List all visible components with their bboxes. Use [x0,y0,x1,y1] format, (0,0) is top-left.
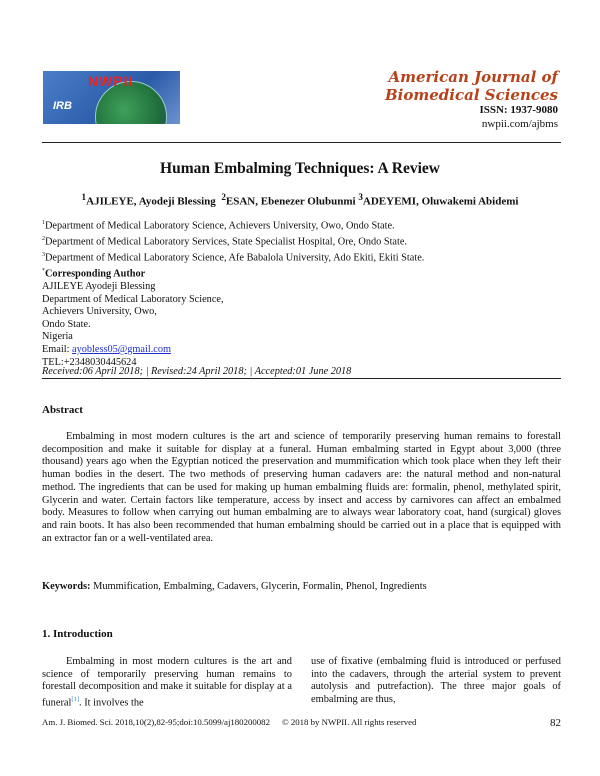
page-footer [42,717,561,729]
author-sup: 1 [81,192,87,202]
author-sup: 2 [221,192,226,202]
introduction-column-2: use of fixative (embalming fluid is introduced or perfused into the cadavers, through the arterial system to prevent autolysis and putrefaction). The three major goals of embalming are thus, [311,656,561,706]
affiliations [42,217,424,369]
introduction-column-1: Embalming in most modern cultures is the art and science of temporarily preserving human remains to forestall decomposition and make it suitable for display at a funeral[1]. It involves the [42,656,292,709]
header-rule [42,142,561,143]
footer-citation: Am. J. Biomed. Sci. 2018,10(2),82-95;doi:10.5099/aj180200082 [42,717,270,727]
logo-mark: IRB [53,100,72,112]
telephone: TEL:+2348030445624 [42,356,137,368]
corresponding-heading: *Corresponding Author [42,268,146,280]
introduction-heading: 1. Introduction [42,628,113,640]
abstract-text: Embalming in most modern cultures is the art and science of temporarily preserving human remains to forestall decomposition and make it suitable for display at a funeral. Human embalming started in Egypt about 3,000 (three thousand) years ago when the Egyptian noticed the preservation and mummification which took place when they left their human bodies in the desert. The two methods of preserving human cadavers are: the natural method and non-natural method. The ingredients that can be used for making up human embalming fluids are: formalin, phenol, methylated spirit, Glycerin and water. Certain factors like temperature, access by insect and access by carnivores can affect an embalmed body. Measures to follow when carrying out human embalming are to always wear laboratory coat, hand (surgical) gloves and rain boots. It has also been recommended that human embalming should be carried out in a place that is equipped with an extractor fan or a well-ventilated area. [42,431,561,544]
keywords: Keywords: Mummification, Embalming, Cadavers, Glycerin, Formalin, Phenol, Ingredients [42,581,427,592]
issn: ISSN: 1937-9080 [479,104,558,116]
email-line: Email: ayobless05@gmail.com [42,344,172,356]
logo-text: NWPII [88,73,134,89]
abstract-heading: Abstract [42,404,83,416]
journal-url: nwpii.com/ajbms [481,118,558,130]
journal-name-line1: American Journal of [388,68,558,86]
corresponding-line: Nigeria [42,331,73,343]
affiliation: $^3$Department of Medical Laboratory Science, Afe Babalola University, Ado Ekiti, Ekiti State. [42,252,425,264]
corresponding-line: Department of Medical Laboratory Science, [42,293,224,305]
affiliation: $^1$Department of Medical Laboratory Science, Achievers University, Owo, Ondo State. [42,220,395,232]
author-list [0,192,600,208]
article-dates: Received:06 April 2018; | Revised:24 April 2018; | Accepted:01 June 2018 [42,366,352,377]
author-sup: 3 [358,192,363,202]
journal-name-line2: Biomedical Sciences [385,86,558,104]
corresponding-line: AJILEYE Ayodeji Blessing [42,281,156,293]
author: AJILEYE, Ayodeji Blessing [86,195,216,208]
author: ESAN, Ebenezer Olubunmi [225,195,356,208]
journal-name [385,68,558,104]
author: ADEYEMI, Oluwakemi Abidemi [362,195,519,208]
paper-title: Human Embalming Techniques: A Review [160,160,440,177]
corresponding-line: Ondo State. [42,318,91,330]
citation-link[interactable]: [1] [71,696,80,704]
dates-rule [42,378,561,379]
affiliation: $^2$Department of Medical Laboratory Services, State Specialist Hospital, Ore, Ondo State. [42,236,408,248]
publisher-logo [43,71,180,124]
page-number: 82 [550,717,561,729]
footer-copyright: © 2018 by NWPII. All rights reserved [281,717,417,727]
email-link[interactable]: ayobless05@gmail.com [72,344,172,356]
corresponding-line: Achievers University, Owo, [42,306,157,318]
